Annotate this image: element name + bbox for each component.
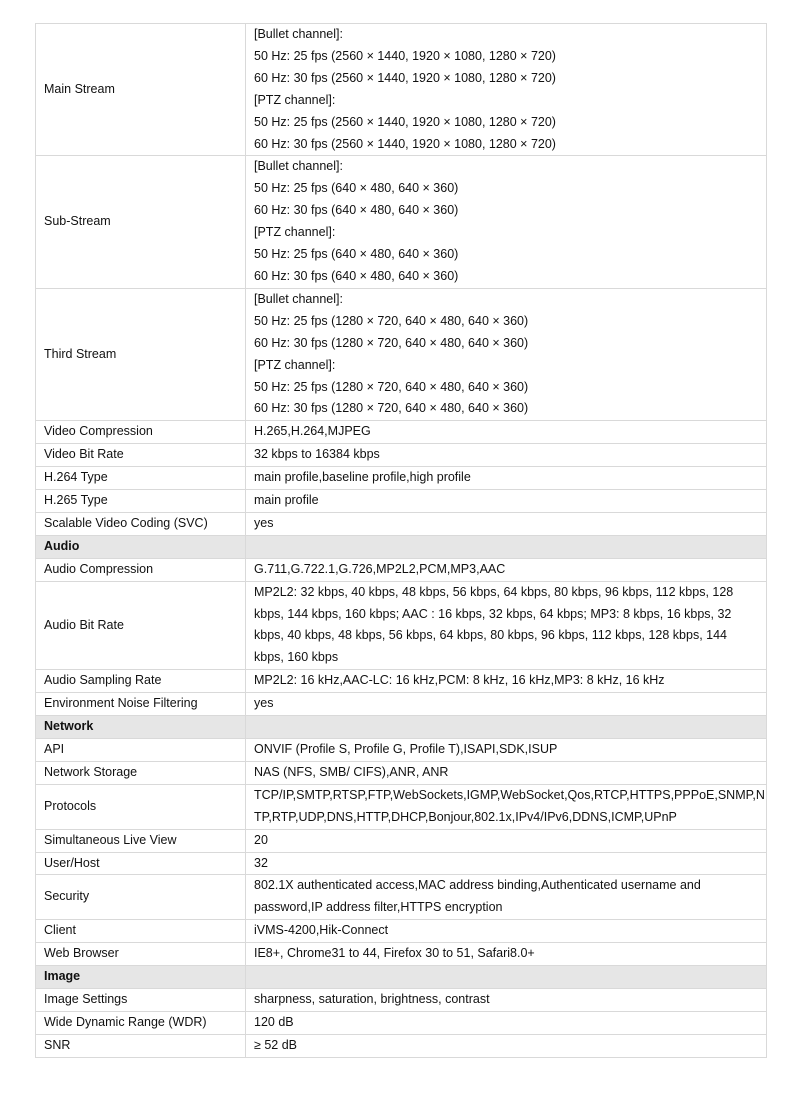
- table-row: [36, 24, 767, 156]
- table-row: [36, 693, 767, 716]
- spec-value: [246, 1034, 767, 1057]
- spec-label: Network Storage: [36, 761, 246, 784]
- spec-value: [246, 581, 767, 670]
- spec-value-line: 120 dB: [254, 1014, 294, 1029]
- table-row: [36, 558, 767, 581]
- table-row: [36, 739, 767, 762]
- table-row: [36, 421, 767, 444]
- spec-value-line: MP2L2: 16 kHz,AAC-LC: 16 kHz,PCM: 8 kHz, 16 kHz,MP3: 8 kHz, 16 kHz: [254, 673, 665, 688]
- spec-value-line: iVMS-4200,Hik-Connect: [254, 923, 389, 938]
- spec-value: [246, 693, 767, 716]
- spec-value: [246, 490, 767, 513]
- table-row: [36, 1034, 767, 1057]
- section-title: Network: [36, 716, 246, 739]
- spec-value-line: kbps, 40 kbps, 48 kbps, 56 kbps, 64 kbps, 80 kbps, 96 kbps, 112 kbps, 128 kbps, 144: [254, 628, 727, 643]
- spec-value-line: 32 kbps to 16384 kbps: [254, 447, 380, 462]
- table-row: [36, 875, 767, 920]
- spec-label: Scalable Video Coding (SVC): [36, 512, 246, 535]
- spec-value-line: [PTZ channel]:: [254, 92, 336, 107]
- spec-value: [246, 444, 767, 467]
- spec-value: [246, 24, 767, 156]
- table-row: [36, 512, 767, 535]
- spec-value-line: MP2L2: 32 kbps, 40 kbps, 48 kbps, 56 kbps, 64 kbps, 80 kbps, 96 kbps, 112 kbps, 128: [254, 584, 734, 599]
- table-row: [36, 156, 767, 288]
- table-row: [36, 1011, 767, 1034]
- spec-label: Audio Bit Rate: [36, 581, 246, 670]
- spec-value: [246, 288, 767, 420]
- spec-label: API: [36, 739, 246, 762]
- spec-value-line: 50 Hz: 25 fps (1280 × 720, 640 × 480, 640 × 360): [254, 379, 529, 394]
- spec-value: [246, 920, 767, 943]
- spec-value: [246, 784, 767, 829]
- section-header-row: [36, 535, 767, 558]
- spec-value-line: [Bullet channel]:: [254, 291, 343, 306]
- table-row: [36, 288, 767, 420]
- spec-value-line: G.711,G.722.1,G.726,MP2L2,PCM,MP3,AAC: [254, 561, 506, 576]
- spec-value-line: password,IP address filter,HTTPS encryption: [254, 900, 503, 915]
- table-row: [36, 581, 767, 670]
- spec-label: User/Host: [36, 852, 246, 875]
- spec-label: SNR: [36, 1034, 246, 1057]
- spec-value: [246, 875, 767, 920]
- spec-value-line: 50 Hz: 25 fps (640 × 480, 640 × 360): [254, 181, 459, 196]
- table-row: [36, 852, 767, 875]
- spec-value: [246, 988, 767, 1011]
- spec-label: Audio Sampling Rate: [36, 670, 246, 693]
- spec-value: [246, 512, 767, 535]
- spec-value: [246, 943, 767, 966]
- spec-value-line: TCP/IP,SMTP,RTSP,FTP,WebSockets,IGMP,WebSocket,Qos,RTCP,HTTPS,PPPoE,SNMP,N: [254, 787, 765, 802]
- table-row: [36, 829, 767, 852]
- section-title: Image: [36, 966, 246, 989]
- spec-value-line: 50 Hz: 25 fps (640 × 480, 640 × 360): [254, 247, 459, 262]
- spec-table: [35, 23, 767, 1058]
- spec-value-line: NAS (NFS, SMB/ CIFS),ANR, ANR: [254, 764, 449, 779]
- spec-value-line: 60 Hz: 30 fps (2560 × 1440, 1920 × 1080, 1280 × 720): [254, 136, 556, 151]
- spec-value-line: ONVIF (Profile S, Profile G, Profile T),ISAPI,SDK,ISUP: [254, 742, 558, 756]
- section-header-row: [36, 716, 767, 739]
- spec-value: [246, 761, 767, 784]
- spec-value-line: TP,RTP,UDP,DNS,HTTP,DHCP,Bonjour,802.1x,IPv4/IPv6,DDNS,ICMP,UPnP: [254, 809, 677, 824]
- spec-value-line: 20: [254, 832, 268, 847]
- spec-value-line: [Bullet channel]:: [254, 27, 343, 41]
- spec-label: Environment Noise Filtering: [36, 693, 246, 716]
- spec-value: [246, 829, 767, 852]
- spec-label: Video Compression: [36, 421, 246, 444]
- spec-label: Sub-Stream: [36, 156, 246, 288]
- spec-label: Client: [36, 920, 246, 943]
- spec-value: [246, 467, 767, 490]
- spec-value-line: 60 Hz: 30 fps (1280 × 720, 640 × 480, 640 × 360): [254, 335, 529, 350]
- spec-value-line: 50 Hz: 25 fps (1280 × 720, 640 × 480, 640 × 360): [254, 313, 529, 328]
- spec-value-line: H.265,H.264,MJPEG: [254, 424, 371, 439]
- spec-value-line: 802.1X authenticated access,MAC address binding,Authenticated username and: [254, 878, 701, 893]
- spec-value-line: 60 Hz: 30 fps (640 × 480, 640 × 360): [254, 268, 459, 283]
- table-row: [36, 943, 767, 966]
- table-row: [36, 444, 767, 467]
- table-row: [36, 467, 767, 490]
- spec-label: Wide Dynamic Range (WDR): [36, 1011, 246, 1034]
- table-row: [36, 784, 767, 829]
- spec-label: Image Settings: [36, 988, 246, 1011]
- spec-value-line: kbps, 160 kbps: [254, 650, 339, 665]
- spec-label: Simultaneous Live View: [36, 829, 246, 852]
- spec-value-line: 50 Hz: 25 fps (2560 × 1440, 1920 × 1080, 1280 × 720): [254, 48, 556, 63]
- table-row: [36, 761, 767, 784]
- table-row: [36, 920, 767, 943]
- spec-value-line: 32: [254, 855, 268, 870]
- table-row: [36, 490, 767, 513]
- spec-value-line: [PTZ channel]:: [254, 357, 336, 372]
- section-spacer: [246, 716, 767, 739]
- spec-value-line: ≥ 52 dB: [254, 1037, 297, 1052]
- table-row: [36, 988, 767, 1011]
- spec-label: Audio Compression: [36, 558, 246, 581]
- spec-value: [246, 156, 767, 288]
- spec-value-line: sharpness, saturation, brightness, contrast: [254, 991, 490, 1006]
- spec-label: Third Stream: [36, 288, 246, 420]
- spec-value-line: yes: [254, 515, 274, 530]
- spec-label: H.264 Type: [36, 467, 246, 490]
- spec-value-line: 60 Hz: 30 fps (1280 × 720, 640 × 480, 640 × 360): [254, 401, 529, 416]
- section-title: Audio: [36, 535, 246, 558]
- spec-value-line: yes: [254, 696, 274, 711]
- spec-label: Video Bit Rate: [36, 444, 246, 467]
- spec-value-line: [PTZ channel]:: [254, 225, 336, 240]
- spec-label: H.265 Type: [36, 490, 246, 513]
- spec-value: [246, 852, 767, 875]
- spec-value-line: main profile: [254, 493, 319, 508]
- spec-value: [246, 739, 767, 762]
- spec-label: Security: [36, 875, 246, 920]
- spec-value-line: 60 Hz: 30 fps (2560 × 1440, 1920 × 1080, 1280 × 720): [254, 70, 556, 85]
- section-spacer: [246, 535, 767, 558]
- spec-value-line: main profile,baseline profile,high profile: [254, 470, 471, 485]
- table-row: [36, 670, 767, 693]
- spec-value: [246, 1011, 767, 1034]
- spec-value-line: IE8+, Chrome31 to 44, Firefox 30 to 51, Safari8.0+: [254, 946, 535, 961]
- spec-value-line: kbps, 144 kbps, 160 kbps; AAC : 16 kbps, 32 kbps, 64 kbps; MP3: 8 kbps, 16 kbps, 32: [254, 606, 732, 621]
- spec-value-line: [Bullet channel]:: [254, 159, 343, 174]
- spec-value: [246, 670, 767, 693]
- spec-label: Web Browser: [36, 943, 246, 966]
- spec-value-line: 50 Hz: 25 fps (2560 × 1440, 1920 × 1080, 1280 × 720): [254, 114, 556, 129]
- section-header-row: [36, 966, 767, 989]
- spec-value: [246, 421, 767, 444]
- spec-table-body: [36, 24, 767, 1058]
- spec-label: Protocols: [36, 784, 246, 829]
- section-spacer: [246, 966, 767, 989]
- spec-value: [246, 558, 767, 581]
- spec-value-line: 60 Hz: 30 fps (640 × 480, 640 × 360): [254, 203, 459, 218]
- spec-label: Main Stream: [36, 24, 246, 156]
